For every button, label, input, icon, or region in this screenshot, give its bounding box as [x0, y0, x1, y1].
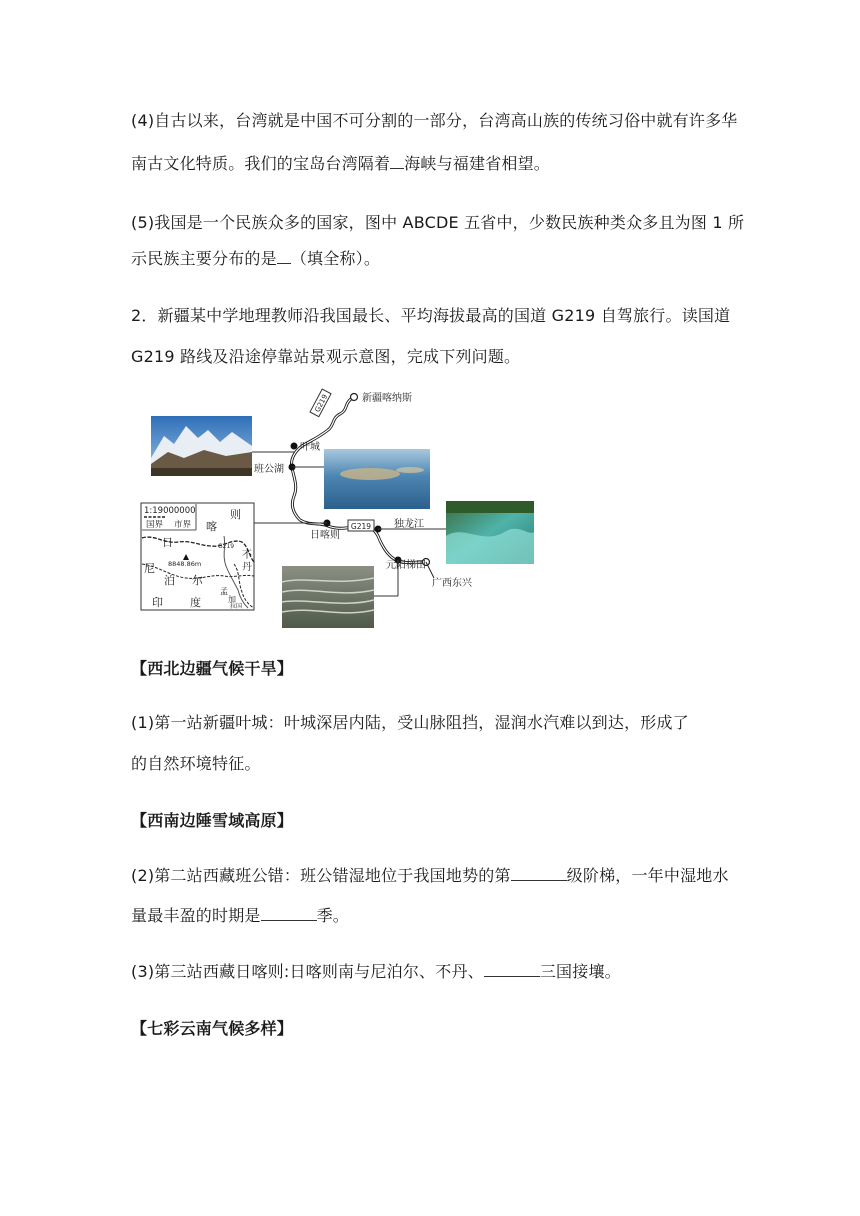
- photo-dulong-river: [446, 501, 534, 564]
- q4-blank[interactable]: [390, 154, 404, 169]
- legend-city-label: 市界: [174, 520, 192, 530]
- stop-label-kanas: 新疆喀纳斯: [362, 393, 412, 404]
- s2-text-c: 量最丰盈的时期是: [131, 906, 261, 925]
- inset-place-jia: 加: [228, 595, 236, 604]
- q5-line1: (5)我国是一个民族众多的国家，图中 ABCDE 五省中，少数民族种类众多且为图 1 所: [131, 213, 745, 232]
- section-heading-southwest: 【西南边陲雪域高原】: [131, 811, 294, 830]
- s2-line2: [131, 903, 349, 926]
- q4-line2: [131, 151, 550, 174]
- photo-yecheng-mountains: [151, 416, 252, 476]
- problem2-line2: G219 路线及沿途停靠站景观示意图，完成下列问题。: [131, 347, 521, 366]
- dongxing-leader: [426, 562, 434, 578]
- route-badge-mid-text: G219: [350, 522, 372, 531]
- route-badge-mid: [348, 520, 374, 531]
- inset-place-meng: 孟: [220, 587, 228, 596]
- section-heading-northwest: 【西北边疆气候干旱】: [131, 659, 294, 678]
- s3-text-a: (3)第三站西藏日喀则:日喀则南与尼泊尔、不丹、: [131, 962, 484, 981]
- s2-text-b: 级阶梯，一年中湿地水: [566, 866, 729, 885]
- inset-place-bu: 不: [242, 550, 252, 561]
- stop-marker-kanas: [351, 394, 358, 401]
- route-badge-top: [310, 389, 331, 417]
- route-badge-top-text: G219: [313, 393, 330, 414]
- inset-place-du: 度: [190, 596, 201, 609]
- s2-text-d: 季。: [316, 906, 350, 925]
- inset-map: [141, 503, 254, 610]
- stop-marker-yecheng: [291, 443, 298, 450]
- inset-place-ka: 喀: [206, 520, 217, 533]
- q5-text-b: （填全称）。: [290, 249, 381, 268]
- stop-label-dongxing: 广西东兴: [432, 578, 472, 589]
- s2-line1: [131, 863, 729, 886]
- route-map-svg: [134, 386, 534, 632]
- q4-text-a: 南古文化特质。我们的宝岛台湾隔着: [131, 154, 391, 173]
- inset-place-ze: 则: [230, 508, 241, 521]
- legend-border-label: 国界: [146, 520, 164, 530]
- s2-blank-1[interactable]: [511, 866, 567, 881]
- inset-place-yin: 印: [152, 596, 163, 609]
- photo-bangong-lake: [324, 449, 430, 509]
- stop-label-yecheng: 叶城: [300, 442, 320, 453]
- inset-place-ri: 日: [162, 536, 173, 549]
- q4-line1: (4)自古以来，台湾就是中国不可分割的一部分，台湾高山族的传统习俗中就有许多华: [131, 111, 738, 130]
- q4-text-b: 海峡与福建省相望。: [404, 154, 551, 173]
- s1-line1: (1)第一站新疆叶城：叶城深居内陆，受山脉阻挡，湿润水汽难以到达，形成了: [131, 713, 689, 732]
- s3-blank[interactable]: [484, 962, 540, 977]
- inset-place-bo: 泊: [164, 574, 175, 587]
- stop-label-shigatse: 日喀则: [310, 530, 340, 541]
- s3-text-b: 三国接壤。: [539, 962, 621, 981]
- section-heading-yunnan: 【七彩云南气候多样】: [131, 1019, 294, 1038]
- stop-label-bangong: 班公湖: [254, 464, 284, 475]
- q5-text-a: 示民族主要分布的是: [131, 249, 277, 268]
- problem2-line1: 2．新疆某中学地理教师沿我国最长、平均海拔最高的国道 G219 自驾旅行。读国道: [131, 306, 731, 325]
- inset-place-laguo: 拉国: [230, 603, 243, 610]
- photo-yuanyang-terraces: [282, 566, 374, 628]
- s1-line2: 的自然环境特征。: [131, 754, 261, 773]
- inset-place-dan: 丹: [242, 562, 252, 573]
- stop-label-dulong: 独龙江: [394, 519, 424, 530]
- s3-line1: [131, 959, 621, 982]
- inset-road-mark: G219: [218, 543, 235, 550]
- stop-label-yuanyang: 元阳梯田: [386, 560, 426, 571]
- inset-place-ni: 尼: [144, 562, 155, 575]
- q5-line2: [131, 246, 380, 269]
- inset-scale: 1:19000000: [144, 506, 196, 516]
- s2-blank-2[interactable]: [261, 906, 317, 921]
- peak-label: 8848.86m: [168, 560, 202, 568]
- g219-route-figure: [134, 386, 534, 632]
- s2-text-a: (2)第二站西藏班公错：班公错湿地位于我国地势的第: [131, 866, 511, 885]
- inset-place-er: 尔: [192, 574, 203, 587]
- q5-blank[interactable]: [277, 249, 291, 264]
